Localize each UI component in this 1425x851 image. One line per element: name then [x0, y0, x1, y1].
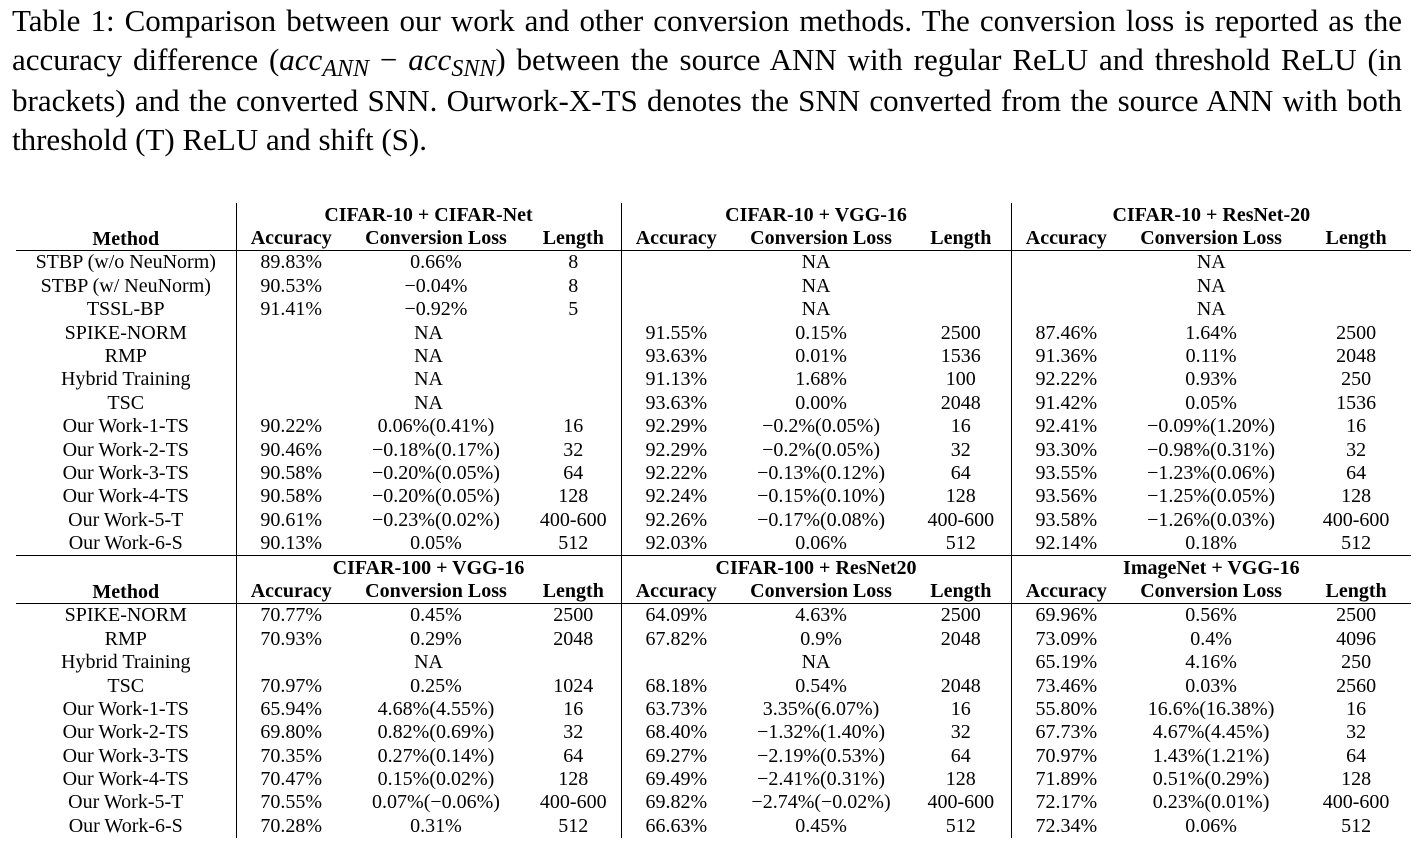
- method-cell: RMP: [104, 345, 147, 368]
- na-cell: NA: [621, 298, 1011, 321]
- length-cell: 8: [568, 251, 579, 274]
- accuracy-cell: 93.55%: [1011, 461, 1121, 484]
- caption-text-1: Table 1: Comparison between our work and other conversion methods. The conversion loss is reported as the accuracy difference (: [12, 3, 1402, 77]
- conversion-loss-cell: 0.11%: [1185, 345, 1237, 368]
- conversion-loss-header: Conversion Loss: [1121, 226, 1301, 250]
- method-cell: Hybrid Training: [61, 651, 191, 674]
- accuracy-cell: 90.58%: [236, 485, 346, 508]
- na-cell: NA: [1011, 298, 1411, 321]
- length-cell: 2048: [940, 391, 981, 414]
- conversion-loss-cell: −0.23%(0.02%): [372, 508, 500, 531]
- accuracy-cell: 92.14%: [1011, 531, 1121, 555]
- method-cell: Our Work-1-TS: [62, 415, 189, 438]
- accuracy-cell: 92.29%: [621, 415, 731, 438]
- accuracy-cell: 70.28%: [236, 814, 346, 837]
- conversion-loss-cell: 1.64%: [1185, 321, 1237, 344]
- conversion-loss-cell: 4.67%(4.45%): [1152, 721, 1270, 744]
- accuracy-cell: 91.36%: [1011, 344, 1121, 367]
- table-row: [16, 721, 1411, 744]
- method-cell: TSSL-BP: [86, 298, 165, 321]
- accuracy-cell: 90.53%: [236, 274, 346, 297]
- conversion-loss-cell: 0.05%: [1185, 391, 1237, 414]
- conversion-loss-cell: 0.23%(0.01%): [1152, 791, 1270, 814]
- length-cell: 32: [950, 438, 971, 461]
- length-cell: 32: [563, 438, 584, 461]
- accuracy-cell: 93.63%: [621, 391, 731, 414]
- length-cell: 64: [950, 461, 971, 484]
- table-row: [16, 485, 1411, 508]
- conversion-loss-cell: −1.26%(0.03%): [1147, 508, 1276, 531]
- method-cell: Our Work-3-TS: [62, 744, 189, 767]
- na-cell: NA: [236, 344, 621, 367]
- conversion-loss-cell: −2.74%(−0.02%): [751, 791, 891, 814]
- conversion-loss-cell: −0.17%(0.08%): [757, 508, 885, 531]
- length-cell: 400-600: [1322, 791, 1390, 814]
- accuracy-cell: 90.13%: [236, 531, 346, 555]
- table-row: [16, 650, 1411, 673]
- length-cell: 128: [945, 768, 976, 791]
- length-cell: 2048: [940, 674, 981, 697]
- table-row: [16, 344, 1411, 367]
- method-header: Method: [16, 203, 236, 250]
- dataset-header-row: [16, 555, 1411, 579]
- length-cell: 64: [950, 744, 971, 767]
- length-cell: 32: [1346, 721, 1367, 744]
- length-header: Length: [911, 579, 1011, 603]
- accuracy-cell: 63.73%: [621, 697, 731, 720]
- conversion-loss-cell: 0.27%(0.14%): [377, 744, 495, 767]
- dataset-header: CIFAR-100 + VGG-16: [236, 555, 621, 579]
- accuracy-cell: 69.96%: [1011, 603, 1121, 627]
- conversion-loss-cell: 0.01%: [795, 345, 847, 368]
- table-row: [16, 368, 1411, 391]
- conversion-loss-cell: −1.25%(0.05%): [1147, 485, 1276, 508]
- conversion-loss-cell: −0.2%(0.05%): [762, 415, 880, 438]
- accuracy-cell: 68.18%: [621, 674, 731, 697]
- na-cell: NA: [1011, 274, 1411, 297]
- length-cell: 64: [563, 744, 584, 767]
- length-cell: 16: [563, 415, 584, 438]
- accuracy-header: Accuracy: [621, 579, 731, 603]
- accuracy-cell: 91.13%: [621, 368, 731, 391]
- length-cell: 8: [568, 274, 579, 297]
- results-table: [16, 203, 1411, 838]
- method-cell: Our Work-4-TS: [62, 485, 189, 508]
- conversion-loss-cell: −0.20%(0.05%): [372, 461, 500, 484]
- conversion-loss-cell: 0.82%(0.69%): [377, 721, 495, 744]
- conversion-loss-cell: 0.06%: [795, 532, 847, 555]
- method-cell: RMP: [104, 627, 147, 650]
- conversion-loss-header: Conversion Loss: [346, 226, 526, 250]
- conversion-loss-cell: 0.06%: [1185, 814, 1237, 837]
- conversion-loss-cell: −0.15%(0.10%): [757, 485, 885, 508]
- conversion-loss-cell: −1.23%(0.06%): [1147, 461, 1276, 484]
- conversion-loss-cell: 1.68%: [795, 368, 847, 391]
- length-cell: 64: [563, 461, 584, 484]
- length-cell: 2048: [940, 627, 981, 650]
- conversion-loss-cell: 0.9%: [800, 627, 842, 650]
- na-cell: NA: [621, 274, 1011, 297]
- length-cell: 2500: [1336, 604, 1377, 627]
- length-cell: 512: [558, 814, 589, 837]
- length-cell: 128: [1341, 768, 1372, 791]
- method-cell: Our Work-4-TS: [62, 768, 189, 791]
- conversion-loss-header: Conversion Loss: [346, 579, 526, 603]
- conversion-loss-cell: 0.45%: [410, 604, 462, 627]
- conversion-loss-cell: −0.98%(0.31%): [1147, 438, 1276, 461]
- table-row: [16, 697, 1411, 720]
- dataset-header-row: [16, 203, 1411, 226]
- accuracy-cell: 92.24%: [621, 485, 731, 508]
- table-row: [16, 250, 1411, 274]
- table-row: [16, 415, 1411, 438]
- accuracy-header: Accuracy: [621, 226, 731, 250]
- accuracy-cell: 70.47%: [236, 767, 346, 790]
- na-cell: NA: [621, 650, 1011, 673]
- length-header: Length: [526, 579, 621, 603]
- accuracy-cell: 65.94%: [236, 697, 346, 720]
- length-header: Length: [911, 226, 1011, 250]
- accuracy-cell: 90.58%: [236, 461, 346, 484]
- accuracy-header: Accuracy: [1011, 226, 1121, 250]
- accuracy-cell: 55.80%: [1011, 697, 1121, 720]
- accuracy-cell: 73.09%: [1011, 627, 1121, 650]
- na-cell: NA: [236, 321, 621, 344]
- na-cell: NA: [236, 368, 621, 391]
- conversion-loss-cell: 16.6%(16.38%): [1147, 697, 1275, 720]
- length-cell: 250: [1341, 651, 1372, 674]
- table-row: [16, 461, 1411, 484]
- length-cell: 2048: [1336, 345, 1377, 368]
- length-cell: 512: [1341, 814, 1372, 837]
- length-cell: 250: [1341, 368, 1372, 391]
- table-row: [16, 531, 1411, 555]
- length-cell: 32: [1346, 438, 1367, 461]
- length-cell: 2048: [553, 627, 594, 650]
- table-row: [16, 438, 1411, 461]
- accuracy-cell: 72.34%: [1011, 814, 1121, 837]
- conversion-loss-cell: 0.45%: [795, 814, 847, 837]
- length-cell: 1536: [1336, 391, 1377, 414]
- conversion-loss-cell: 0.06%(0.41%): [377, 415, 495, 438]
- accuracy-cell: 71.89%: [1011, 767, 1121, 790]
- method-cell: Our Work-1-TS: [62, 697, 189, 720]
- caption-math-minus: −: [369, 41, 409, 77]
- method-cell: Our Work-3-TS: [62, 461, 189, 484]
- conversion-loss-cell: 0.25%: [410, 674, 462, 697]
- length-cell: 128: [558, 768, 589, 791]
- accuracy-cell: 92.41%: [1011, 415, 1121, 438]
- accuracy-cell: 92.22%: [1011, 368, 1121, 391]
- conversion-loss-cell: 0.54%: [795, 674, 847, 697]
- accuracy-cell: 90.61%: [236, 508, 346, 531]
- caption-math-acc-snn: accSNN: [408, 41, 496, 82]
- method-cell: Our Work-2-TS: [62, 721, 189, 744]
- dataset-header: CIFAR-100 + ResNet20: [621, 555, 1011, 579]
- caption-math-acc-ann: accANN: [279, 41, 370, 82]
- length-cell: 400-600: [539, 508, 607, 531]
- accuracy-cell: 93.56%: [1011, 485, 1121, 508]
- conversion-loss-cell: −0.09%(1.20%): [1147, 415, 1276, 438]
- conversion-loss-cell: 0.05%: [410, 532, 462, 555]
- length-cell: 64: [1346, 744, 1367, 767]
- table-row: [16, 298, 1411, 321]
- accuracy-cell: 69.27%: [621, 744, 731, 767]
- accuracy-cell: 69.80%: [236, 721, 346, 744]
- accuracy-cell: 70.77%: [236, 603, 346, 627]
- length-cell: 64: [1346, 461, 1367, 484]
- method-cell: Our Work-5-T: [68, 791, 184, 814]
- length-cell: 128: [945, 485, 976, 508]
- results-table-body: [16, 203, 1411, 838]
- method-cell: Our Work-2-TS: [62, 438, 189, 461]
- conversion-loss-cell: 0.66%: [410, 251, 462, 274]
- accuracy-cell: 91.42%: [1011, 391, 1121, 414]
- table-row: [16, 274, 1411, 297]
- conversion-loss-cell: 0.56%: [1185, 604, 1237, 627]
- length-cell: 16: [1346, 415, 1367, 438]
- method-cell: TSC: [107, 391, 145, 414]
- na-cell: NA: [1011, 250, 1411, 274]
- length-cell: 2560: [1336, 674, 1377, 697]
- method-cell: Our Work-6-S: [68, 532, 183, 555]
- table-row: [16, 767, 1411, 790]
- conversion-loss-cell: −0.2%(0.05%): [762, 438, 880, 461]
- length-cell: 400-600: [1322, 508, 1390, 531]
- conversion-loss-cell: 0.51%(0.29%): [1152, 768, 1270, 791]
- accuracy-header: Accuracy: [1011, 579, 1121, 603]
- table-row: [16, 674, 1411, 697]
- table-row: [16, 791, 1411, 814]
- conversion-loss-cell: −0.04%: [404, 274, 468, 297]
- length-cell: 400-600: [927, 791, 995, 814]
- length-cell: 5: [568, 298, 579, 321]
- conversion-loss-cell: 0.07%(−0.06%): [372, 791, 500, 814]
- na-cell: NA: [621, 250, 1011, 274]
- length-cell: 100: [945, 368, 976, 391]
- length-cell: 32: [950, 721, 971, 744]
- accuracy-cell: 68.40%: [621, 721, 731, 744]
- na-cell: NA: [236, 391, 621, 414]
- table-caption: [12, 2, 1402, 159]
- accuracy-cell: 93.30%: [1011, 438, 1121, 461]
- table-row: [16, 603, 1411, 627]
- conversion-loss-cell: −2.41%(0.31%): [757, 768, 885, 791]
- conversion-loss-cell: 0.31%: [410, 814, 462, 837]
- table-row: [16, 321, 1411, 344]
- conversion-loss-cell: 0.18%: [1185, 532, 1237, 555]
- length-cell: 400-600: [539, 791, 607, 814]
- conversion-loss-cell: 3.35%(6.07%): [762, 697, 880, 720]
- method-cell: Hybrid Training: [61, 368, 191, 391]
- accuracy-cell: 70.55%: [236, 791, 346, 814]
- conversion-loss-cell: −0.92%: [404, 298, 468, 321]
- dataset-header: ImageNet + VGG-16: [1011, 555, 1411, 579]
- method-cell: TSC: [107, 674, 145, 697]
- conversion-loss-header: Conversion Loss: [1121, 579, 1301, 603]
- table-row: [16, 814, 1411, 837]
- length-cell: 400-600: [927, 508, 995, 531]
- conversion-loss-cell: −0.20%(0.05%): [372, 485, 500, 508]
- length-header: Length: [526, 226, 621, 250]
- accuracy-cell: 70.93%: [236, 627, 346, 650]
- conversion-loss-cell: 1.43%(1.21%): [1152, 744, 1270, 767]
- length-cell: 2500: [940, 604, 981, 627]
- method-cell: STBP (w/ NeuNorm): [40, 274, 211, 297]
- conversion-loss-cell: 4.16%: [1185, 651, 1237, 674]
- length-cell: 512: [945, 532, 976, 555]
- accuracy-cell: 90.46%: [236, 438, 346, 461]
- table-row: [16, 627, 1411, 650]
- accuracy-cell: 87.46%: [1011, 321, 1121, 344]
- length-cell: 16: [1346, 697, 1367, 720]
- accuracy-cell: 65.19%: [1011, 650, 1121, 673]
- dataset-header: CIFAR-10 + VGG-16: [621, 203, 1011, 226]
- conversion-loss-cell: 0.93%: [1185, 368, 1237, 391]
- length-cell: 4096: [1336, 627, 1377, 650]
- caption-text-2: ) between the source ANN with regular ReLU and threshold ReLU (in brackets) and the converted SNN. Ourwork-X-TS denotes the SNN converted from the source ANN with both threshold (T) ReLU and shift (S).: [12, 41, 1402, 157]
- conversion-loss-cell: 0.15%: [795, 321, 847, 344]
- length-cell: 512: [1341, 532, 1372, 555]
- length-cell: 512: [558, 532, 589, 555]
- table-row: [16, 508, 1411, 531]
- accuracy-cell: 70.35%: [236, 744, 346, 767]
- conversion-loss-cell: 0.15%(0.02%): [377, 768, 495, 791]
- conversion-loss-cell: −0.13%(0.12%): [757, 461, 885, 484]
- dataset-header: CIFAR-10 + CIFAR-Net: [236, 203, 621, 226]
- length-header: Length: [1301, 579, 1411, 603]
- accuracy-cell: 73.46%: [1011, 674, 1121, 697]
- accuracy-cell: 92.26%: [621, 508, 731, 531]
- conversion-loss-cell: −2.19%(0.53%): [757, 744, 885, 767]
- accuracy-cell: 92.22%: [621, 461, 731, 484]
- length-cell: 2500: [553, 604, 594, 627]
- accuracy-cell: 91.55%: [621, 321, 731, 344]
- conversion-loss-cell: 0.4%: [1190, 627, 1232, 650]
- accuracy-cell: 69.49%: [621, 767, 731, 790]
- length-cell: 2500: [940, 321, 981, 344]
- na-cell: NA: [236, 650, 621, 673]
- accuracy-header: Accuracy: [236, 579, 346, 603]
- length-cell: 128: [558, 485, 589, 508]
- accuracy-cell: 72.17%: [1011, 791, 1121, 814]
- accuracy-cell: 70.97%: [236, 674, 346, 697]
- length-cell: 32: [563, 721, 584, 744]
- length-cell: 16: [950, 415, 971, 438]
- accuracy-cell: 92.03%: [621, 531, 731, 555]
- method-cell: SPIKE-NORM: [64, 321, 187, 344]
- accuracy-cell: 89.83%: [236, 250, 346, 274]
- length-cell: 512: [945, 814, 976, 837]
- accuracy-cell: 64.09%: [621, 603, 731, 627]
- dataset-header: CIFAR-10 + ResNet-20: [1011, 203, 1411, 226]
- method-cell: Our Work-5-T: [68, 508, 184, 531]
- method-cell: STBP (w/o NeuNorm): [35, 251, 216, 274]
- method-header: Method: [16, 555, 236, 603]
- accuracy-cell: 66.63%: [621, 814, 731, 837]
- accuracy-cell: 67.82%: [621, 627, 731, 650]
- method-cell: SPIKE-NORM: [64, 604, 187, 627]
- accuracy-cell: 91.41%: [236, 298, 346, 321]
- table-row: [16, 744, 1411, 767]
- length-cell: 1536: [940, 345, 981, 368]
- length-cell: 16: [950, 697, 971, 720]
- accuracy-cell: 93.63%: [621, 344, 731, 367]
- conversion-loss-cell: 0.00%: [795, 391, 847, 414]
- accuracy-cell: 67.73%: [1011, 721, 1121, 744]
- table-row: [16, 391, 1411, 414]
- accuracy-cell: 90.22%: [236, 415, 346, 438]
- conversion-loss-cell: −0.18%(0.17%): [372, 438, 500, 461]
- accuracy-cell: 93.58%: [1011, 508, 1121, 531]
- accuracy-header: Accuracy: [236, 226, 346, 250]
- conversion-loss-cell: 4.63%: [795, 604, 847, 627]
- conversion-loss-cell: 0.03%: [1185, 674, 1237, 697]
- conversion-loss-cell: −1.32%(1.40%): [757, 721, 885, 744]
- conversion-loss-header: Conversion Loss: [731, 226, 911, 250]
- conversion-loss-header: Conversion Loss: [731, 579, 911, 603]
- method-cell: Our Work-6-S: [68, 814, 183, 837]
- conversion-loss-cell: 4.68%(4.55%): [377, 697, 495, 720]
- accuracy-cell: 69.82%: [621, 791, 731, 814]
- length-cell: 1024: [553, 674, 594, 697]
- length-cell: 128: [1341, 485, 1372, 508]
- accuracy-cell: 92.29%: [621, 438, 731, 461]
- conversion-loss-cell: 0.29%: [410, 627, 462, 650]
- length-cell: 16: [563, 697, 584, 720]
- length-cell: 2500: [1336, 321, 1377, 344]
- length-header: Length: [1301, 226, 1411, 250]
- accuracy-cell: 70.97%: [1011, 744, 1121, 767]
